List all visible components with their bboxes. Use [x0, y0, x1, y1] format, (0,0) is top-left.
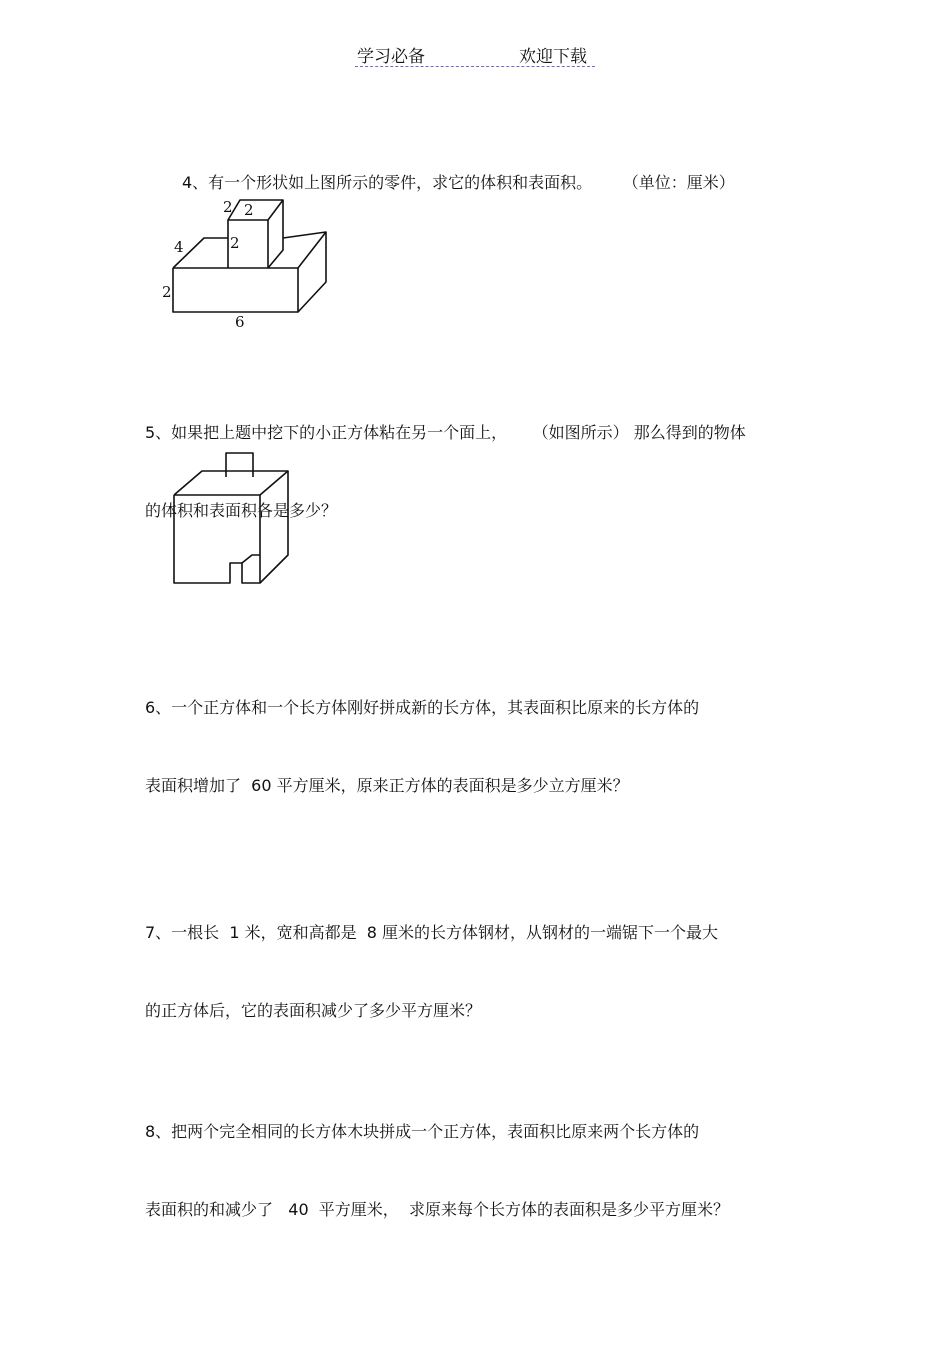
label-cube-height: 2 [230, 234, 240, 252]
question-6-line-1: 6、一个正方体和一个长方体刚好拼成新的长方体，其表面积比原来的长方体的 [145, 698, 700, 717]
header-right-text: 欢迎下载 [519, 47, 587, 67]
label-cube-depth: 2 [223, 198, 233, 216]
question-4-line-1: 4、有一个形状如上图所示的零件，求它的体积和表面积。 （单位：厘米） [182, 173, 735, 192]
figure-part-with-cube [140, 190, 340, 335]
page-header [355, 40, 595, 67]
label-box-depth: 4 [174, 238, 184, 256]
figure-cube-with-attached-cube [160, 445, 310, 595]
question-8-line-1: 8、把两个完全相同的长方体木块拼成一个正方体，表面积比原来两个长方体的 [145, 1122, 700, 1141]
label-box-length: 6 [235, 313, 245, 331]
header-left-text: 学习必备 [357, 47, 425, 67]
question-7-line-2: 的正方体后，它的表面积减少了多少平方厘米？ [145, 1001, 482, 1020]
question-6 [145, 643, 699, 825]
question-5-line-1: 5、如果把上题中挖下的小正方体粘在另一个面上， （如图所示） 那么得到的物体 [145, 423, 746, 442]
label-cube-width: 2 [244, 201, 254, 219]
question-8 [145, 1067, 729, 1249]
question-7-line-1: 7、一根长 1 米，宽和高都是 8 厘米的长方体钢材，从钢材的一端锯下一个最大 [145, 923, 719, 942]
question-5-line-2: 的体积和表面积各是多少？ [145, 501, 338, 520]
question-8-line-2: 表面积的和减少了 40 平方厘米， 求原来每个长方体的表面积是多少平方厘米？ [145, 1200, 729, 1219]
question-7 [145, 868, 718, 1050]
label-box-height: 2 [162, 283, 172, 301]
question-6-line-2: 表面积增加了 60 平方厘米，原来正方体的表面积是多少立方厘米？ [145, 776, 629, 795]
